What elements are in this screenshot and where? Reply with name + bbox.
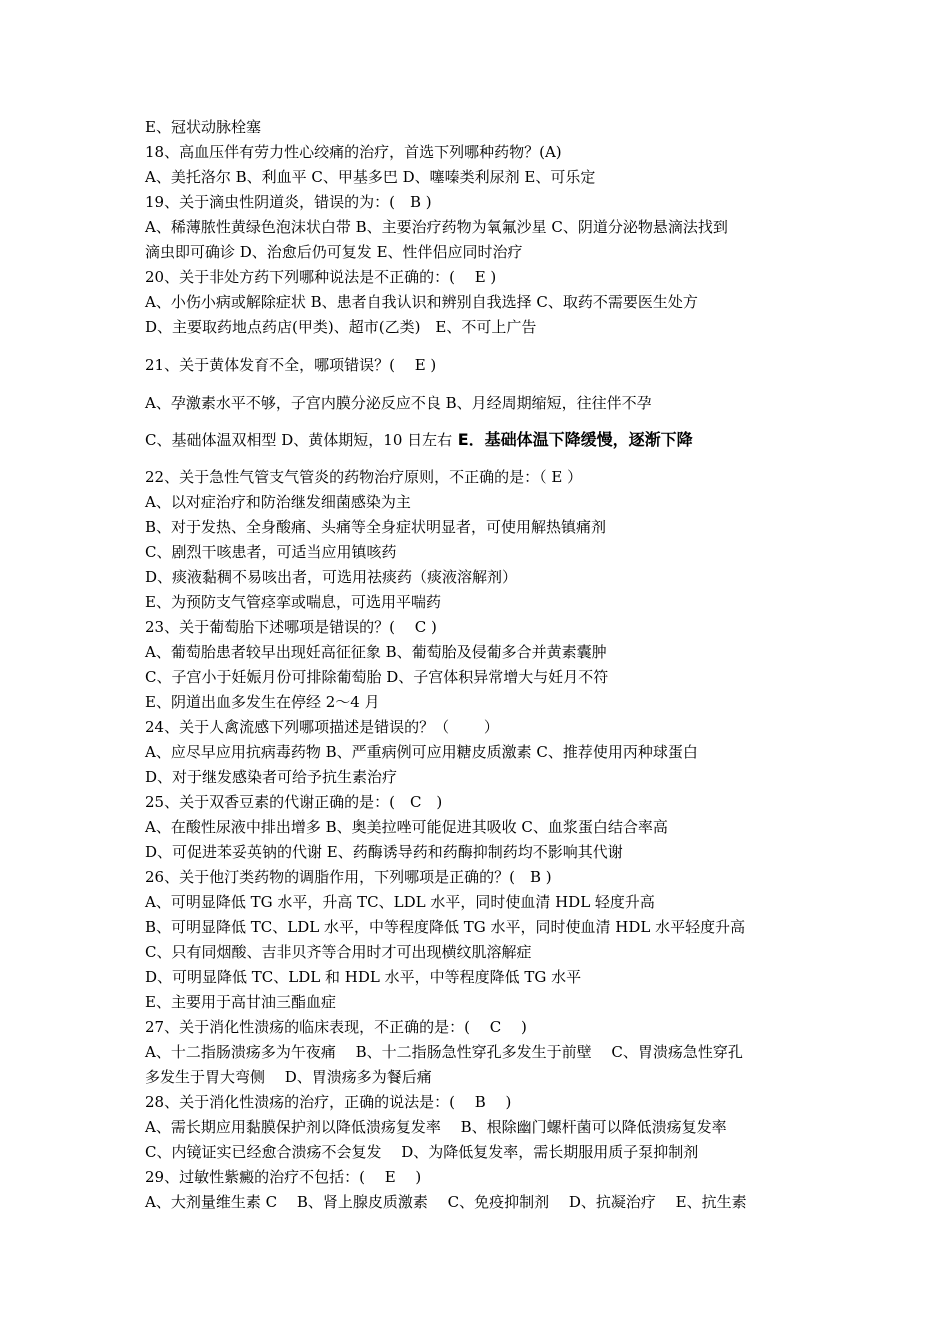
question-25: 25、关于双香豆素的代谢正确的是：( C )	[145, 793, 443, 811]
question-23-option-e: E、阴道出血多发生在停经 2～4 月	[145, 693, 380, 711]
question-21-options: A、孕激素水平不够，子宫内膜分泌反应不良 B、月经周期缩短，往往伴不孕	[145, 394, 652, 412]
question-22-option-a: A、以对症治疗和防治继发细菌感染为主	[145, 493, 411, 511]
text-line: E、冠状动脉栓塞	[145, 118, 261, 136]
question-24-options: A、应尽早应用抗病毒药物 B、严重病例可应用糖皮质激素 C、推荐使用丙种球蛋白	[145, 743, 698, 761]
question-20-options: A、小伤小病或解除症状 B、患者自我认识和辨别自我选择 C、取药不需要医生处方	[145, 293, 698, 311]
question-26-option-c: C、只有同烟酸、吉非贝齐等合用时才可出现横纹肌溶解症	[145, 943, 532, 961]
question-26: 26、关于他汀类药物的调脂作用，下列哪项是正确的？( B )	[145, 868, 552, 886]
question-29-options: A、大剂量维生素 C B、肾上腺皮质激素 C、免疫抑制剂 D、抗凝治疗 E、抗生素	[145, 1193, 747, 1211]
question-22-option-e: E、为预防支气管痉挛或喘息，可选用平喘药	[145, 593, 441, 611]
question-21-option-e: E．基础体温下降缓慢，逐渐下降	[452, 430, 693, 449]
question-21-options-cont	[145, 430, 693, 450]
question-18-options: A、美托洛尔 B、利血平 C、甲基多巴 D、噻嗪类利尿剂 E、可乐定	[145, 168, 596, 186]
question-19-options-cont: 滴虫即可确诊 D、治愈后仍可复发 E、性伴侣应同时治疗	[145, 243, 523, 261]
question-21: 21、关于黄体发育不全，哪项错误？( E )	[145, 356, 437, 374]
question-22-option-c: C、剧烈干咳患者，可适当应用镇咳药	[145, 543, 397, 561]
question-19: 19、关于滴虫性阴道炎，错误的为：( B )	[145, 193, 432, 211]
question-25-options-cont: D、可促进苯妥英钠的代谢 E、药酶诱导药和药酶抑制药均不影响其代谢	[145, 843, 623, 861]
question-25-options: A、在酸性尿液中排出增多 B、奥美拉唑可能促进其吸收 C、血浆蛋白结合率高	[145, 818, 668, 836]
question-26-option-a: A、可明显降低 TG 水平，升高 TC、LDL 水平，同时使血清 HDL 轻度升高	[145, 893, 655, 911]
question-26-option-d: D、可明显降低 TC、LDL 和 HDL 水平，中等程度降低 TG 水平	[145, 968, 582, 986]
question-23-options-cont: C、子宫小于妊娠月份可排除葡萄胎 D、子宫体积异常增大与妊月不符	[145, 668, 609, 686]
question-21-options-c-d: C、基础体温双相型 D、黄体期短，10 日左右	[145, 431, 453, 449]
question-24: 24、关于人禽流感下列哪项描述是错误的？（ ）	[145, 718, 499, 736]
question-22: 22、关于急性气管支气管炎的药物治疗原则，不正确的是：（ E ）	[145, 468, 583, 486]
question-27-options-cont: 多发生于胃大弯侧 D、胃溃疡多为餐后痛	[145, 1068, 432, 1086]
question-26-option-b: B、可明显降低 TC、LDL 水平，中等程度降低 TG 水平，同时使血清 HDL 水平轻度升高	[145, 918, 746, 936]
question-24-options-cont: D、对于继发感染者可给予抗生素治疗	[145, 768, 398, 786]
question-18: 18、高血压伴有劳力性心绞痛的治疗，首选下列哪种药物？(A)	[145, 143, 562, 161]
question-20-options-cont: D、主要取药地点药店(甲类)、超市(乙类) E、不可上广告	[145, 318, 537, 336]
question-27-options: A、十二指肠溃疡多为午夜痛 B、十二指肠急性穿孔多发生于前壁 C、胃溃疡急性穿孔	[145, 1043, 743, 1061]
question-26-option-e: E、主要用于高甘油三酯血症	[145, 993, 336, 1011]
question-22-option-d: D、痰液黏稠不易咳出者，可选用祛痰药（痰液溶解剂）	[145, 568, 518, 586]
question-20: 20、关于非处方药下列哪种说法是不正确的：( E )	[145, 268, 497, 286]
question-28: 28、关于消化性溃疡的治疗，正确的说法是：( B )	[145, 1093, 512, 1111]
question-23: 23、关于葡萄胎下述哪项是错误的？( C )	[145, 618, 437, 636]
question-29: 29、过敏性紫癜的治疗不包括：( E )	[145, 1168, 422, 1186]
question-22-option-b: B、对于发热、全身酸痛、头痛等全身症状明显者，可使用解热镇痛剂	[145, 518, 607, 536]
question-23-options: A、葡萄胎患者较早出现妊高征征象 B、葡萄胎及侵葡多合并黄素囊肿	[145, 643, 607, 661]
question-28-options: A、需长期应用黏膜保护剂以降低溃疡复发率 B、根除幽门螺杆菌可以降低溃疡复发率	[145, 1118, 727, 1136]
question-28-options-cont: C、内镜证实已经愈合溃疡不会复发 D、为降低复发率，需长期服用质子泵抑制剂	[145, 1143, 699, 1161]
question-19-options: A、稀薄脓性黄绿色泡沫状白带 B、主要治疗药物为氧氟沙星 C、阴道分泌物悬滴法找到	[145, 218, 728, 236]
question-27: 27、关于消化性溃疡的临床表现，不正确的是：( C )	[145, 1018, 527, 1036]
